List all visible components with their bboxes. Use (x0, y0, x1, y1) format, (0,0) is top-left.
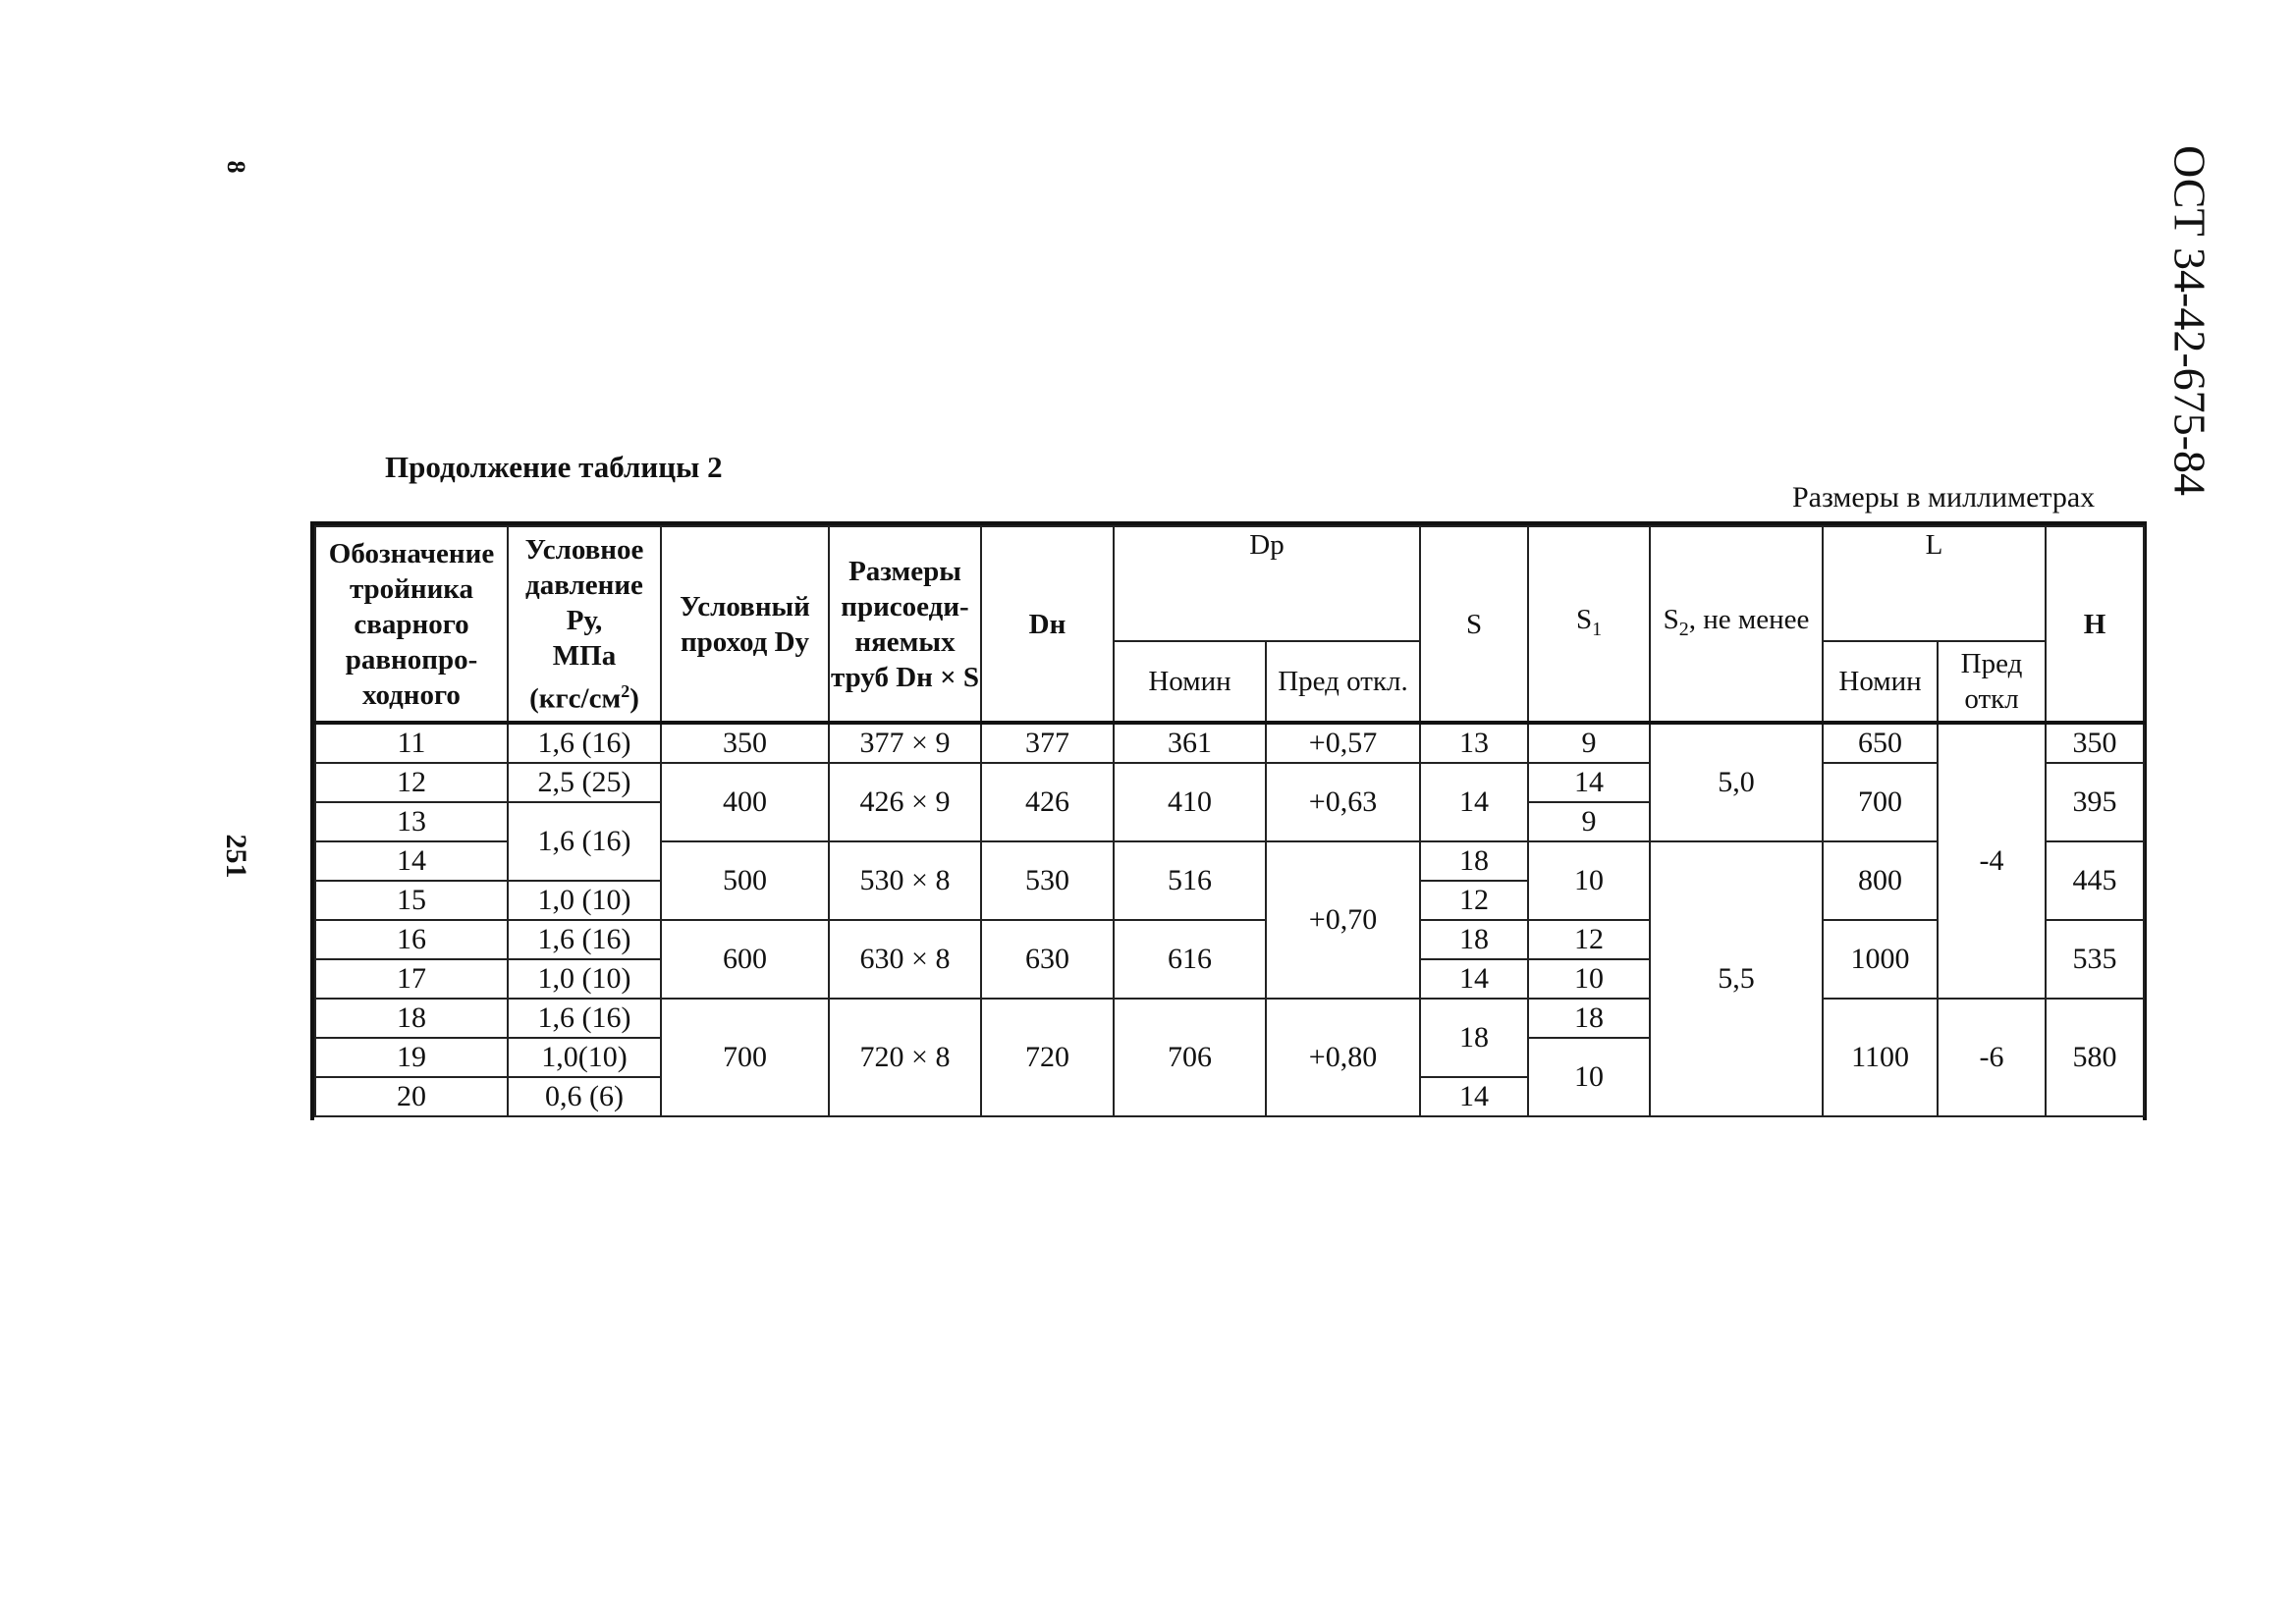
header-dp-deviation: Пред откл. (1266, 641, 1420, 723)
cell-designation: 13 (315, 802, 508, 841)
page-number: 251 (220, 834, 252, 879)
page-number-small: 8 (222, 160, 250, 174)
cell-h: 350 (2046, 723, 2144, 763)
header-l: L (1823, 526, 2046, 641)
header-designation: Обозначение тройника сварного равнопро-ходного (315, 526, 508, 723)
header-l-nominal: Номин (1823, 641, 1938, 723)
cell-dp-nominal: 706 (1114, 999, 1266, 1116)
cell-pressure: 0,6 (6) (508, 1077, 661, 1116)
cell-pipe-size: 630 × 8 (829, 920, 981, 999)
cell-s: 18 (1420, 999, 1528, 1077)
cell-s1: 9 (1528, 802, 1650, 841)
cell-designation: 18 (315, 999, 508, 1038)
cell-s2: 5,5 (1650, 841, 1823, 1116)
header-pipe-sizes: Размеры присоеди-няемых труб Dн × S (829, 526, 981, 723)
cell-s2: 5,0 (1650, 723, 1823, 841)
header-dp: Dр (1114, 526, 1420, 641)
header-s2: $S_2$, не менее (1650, 526, 1823, 723)
cell-dp-deviation: +0,63 (1266, 763, 1420, 841)
cell-s: 18 (1420, 920, 1528, 959)
cell-dp-deviation: +0,57 (1266, 723, 1420, 763)
cell-s: 18 (1420, 841, 1528, 881)
cell-nominal-bore: 500 (661, 841, 829, 920)
table-row (315, 999, 2144, 1038)
dimensions-table (310, 521, 2147, 1120)
cell-pressure: 1,6 (16) (508, 999, 661, 1038)
cell-s1: 18 (1528, 999, 1650, 1038)
cell-designation: 14 (315, 841, 508, 881)
cell-designation: 20 (315, 1077, 508, 1116)
cell-dp-nominal: 516 (1114, 841, 1266, 920)
cell-s: 14 (1420, 1077, 1528, 1116)
cell-designation: 17 (315, 959, 508, 999)
header-s: S (1420, 526, 1528, 723)
cell-nominal-bore: 350 (661, 723, 829, 763)
cell-s1: 10 (1528, 1038, 1650, 1116)
cell-l-deviation: -4 (1938, 723, 2046, 999)
cell-s1: 9 (1528, 723, 1650, 763)
cell-dn: 630 (981, 920, 1114, 999)
cell-s: 12 (1420, 881, 1528, 920)
cell-dp-nominal: 616 (1114, 920, 1266, 999)
cell-dn: 426 (981, 763, 1114, 841)
cell-h: 445 (2046, 841, 2144, 920)
cell-s1: 10 (1528, 959, 1650, 999)
document-code: ОСТ 34-42-675-84 (2164, 144, 2215, 497)
cell-l-deviation: -6 (1938, 999, 2046, 1116)
header-nominal-bore: Условный проход Dy (661, 526, 829, 723)
cell-designation: 16 (315, 920, 508, 959)
cell-dn: 377 (981, 723, 1114, 763)
cell-pipe-size: 426 × 9 (829, 763, 981, 841)
cell-pressure: 1,0(10) (508, 1038, 661, 1077)
cell-nominal-bore: 700 (661, 999, 829, 1116)
cell-pressure: 1,6 (16) (508, 920, 661, 959)
cell-s: 14 (1420, 959, 1528, 999)
cell-pressure: 1,0 (10) (508, 959, 661, 999)
cell-dp-nominal: 410 (1114, 763, 1266, 841)
table-row (315, 723, 2144, 763)
cell-h: 395 (2046, 763, 2144, 841)
cell-pressure: 1,6 (16) (508, 723, 661, 763)
table-continuation-caption: Продолжение таблицы 2 (385, 450, 723, 484)
cell-pipe-size: 377 × 9 (829, 723, 981, 763)
header-l-deviation: Пред откл (1938, 641, 2046, 723)
cell-pressure: 1,0 (10) (508, 881, 661, 920)
cell-designation: 11 (315, 723, 508, 763)
cell-h: 535 (2046, 920, 2144, 999)
cell-designation: 19 (315, 1038, 508, 1077)
cell-l-nominal: 800 (1823, 841, 1938, 920)
cell-pressure: 1,6 (16) (508, 802, 661, 881)
cell-pressure: 2,5 (25) (508, 763, 661, 802)
cell-dp-deviation: +0,70 (1266, 841, 1420, 999)
cell-dp-deviation: +0,80 (1266, 999, 1420, 1116)
cell-l-nominal: 700 (1823, 763, 1938, 841)
header-dn: Dн (981, 526, 1114, 723)
cell-designation: 12 (315, 763, 508, 802)
cell-dp-nominal: 361 (1114, 723, 1266, 763)
units-note: Размеры в миллиметрах (1792, 481, 2096, 514)
cell-s: 13 (1420, 723, 1528, 763)
cell-dn: 530 (981, 841, 1114, 920)
cell-pipe-size: 530 × 8 (829, 841, 981, 920)
header-s1: $S_1$ (1528, 526, 1650, 723)
cell-nominal-bore: 400 (661, 763, 829, 841)
table-row (315, 920, 2144, 959)
header-h: H (2046, 526, 2144, 723)
cell-dn: 720 (981, 999, 1114, 1116)
cell-s: 14 (1420, 763, 1528, 841)
cell-s1: 10 (1528, 841, 1650, 920)
cell-s1: 14 (1528, 763, 1650, 802)
header-pressure: Условное давление Ру, МПа $(кгс/см^2)$ (508, 526, 661, 723)
cell-pipe-size: 720 × 8 (829, 999, 981, 1116)
cell-l-nominal: 650 (1823, 723, 1938, 763)
cell-nominal-bore: 600 (661, 920, 829, 999)
cell-l-nominal: 1100 (1823, 999, 1938, 1116)
table-row (315, 763, 2144, 802)
header-dp-nominal: Номин (1114, 641, 1266, 723)
cell-s1: 12 (1528, 920, 1650, 959)
cell-h: 580 (2046, 999, 2144, 1116)
cell-designation: 15 (315, 881, 508, 920)
cell-l-nominal: 1000 (1823, 920, 1938, 999)
